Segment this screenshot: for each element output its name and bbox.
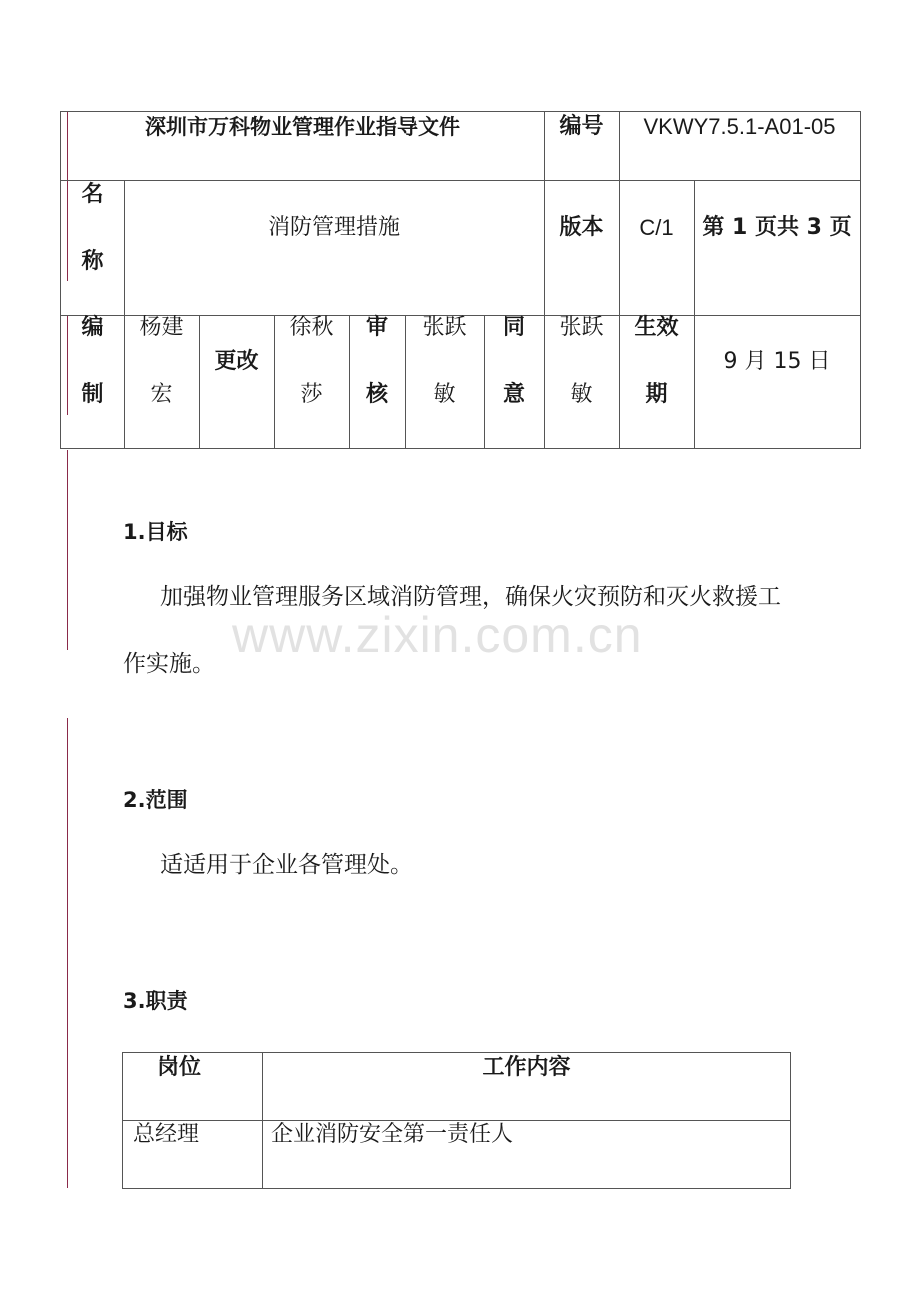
- compiler-name: 杨建: [139, 315, 184, 340]
- section-paragraph: 加强物业管理服务区域消防管理，确保火灾预防和灭火救援工: [160, 584, 781, 610]
- approve-label: 同: [502, 315, 525, 340]
- margin-marker: [67, 450, 68, 650]
- review-label: 审: [365, 315, 388, 340]
- table-cell-content: 企业消防安全第一责任人: [271, 1122, 514, 1147]
- section-paragraph: 作实施。: [123, 651, 215, 677]
- compile-label: 制: [81, 382, 104, 407]
- reviewer-name: 敏: [433, 382, 456, 407]
- margin-marker: [67, 718, 68, 1188]
- effective-label: 生效: [634, 315, 679, 340]
- header-table: [60, 111, 861, 449]
- page-info: 第 1 页共 3 页: [702, 215, 852, 240]
- change-label: 更改: [214, 349, 259, 374]
- watermark: www.zixin.com.cn: [232, 607, 643, 663]
- section-heading: 3.职责: [123, 989, 188, 1013]
- code-label: 编号: [559, 114, 604, 139]
- section-paragraph: 适适用于企业各管理处。: [160, 852, 413, 878]
- document-name: 消防管理措施: [267, 215, 400, 240]
- changer-name: 徐秋: [289, 315, 334, 340]
- compile-label: 编: [81, 315, 104, 340]
- approver-name: 敏: [570, 382, 593, 407]
- approver-name: 张跃: [559, 315, 604, 340]
- table-cell-post: 总经理: [133, 1122, 200, 1147]
- column-header-post: 岗位: [156, 1055, 201, 1080]
- version-value: C/1: [639, 215, 674, 240]
- effective-date: 9 月 15 日: [723, 349, 831, 374]
- duty-table: [122, 1052, 791, 1189]
- section-heading: 1.目标: [123, 520, 188, 544]
- approve-label: 意: [502, 382, 525, 407]
- version-label: 版本: [559, 215, 604, 240]
- section-heading: 2.范围: [123, 788, 188, 812]
- reviewer-name: 张跃: [422, 315, 467, 340]
- column-header-content: 工作内容: [482, 1055, 571, 1080]
- code-value: VKWY7.5.1-A01-05: [643, 114, 836, 139]
- compiler-name: 宏: [150, 382, 173, 407]
- effective-label: 期: [645, 382, 668, 407]
- review-label: 核: [365, 382, 388, 407]
- name-label: 称: [81, 249, 104, 274]
- name-label: 名: [81, 182, 104, 207]
- changer-name: 莎: [300, 382, 323, 407]
- document-title: 深圳市万科物业管理作业指导文件: [145, 115, 460, 139]
